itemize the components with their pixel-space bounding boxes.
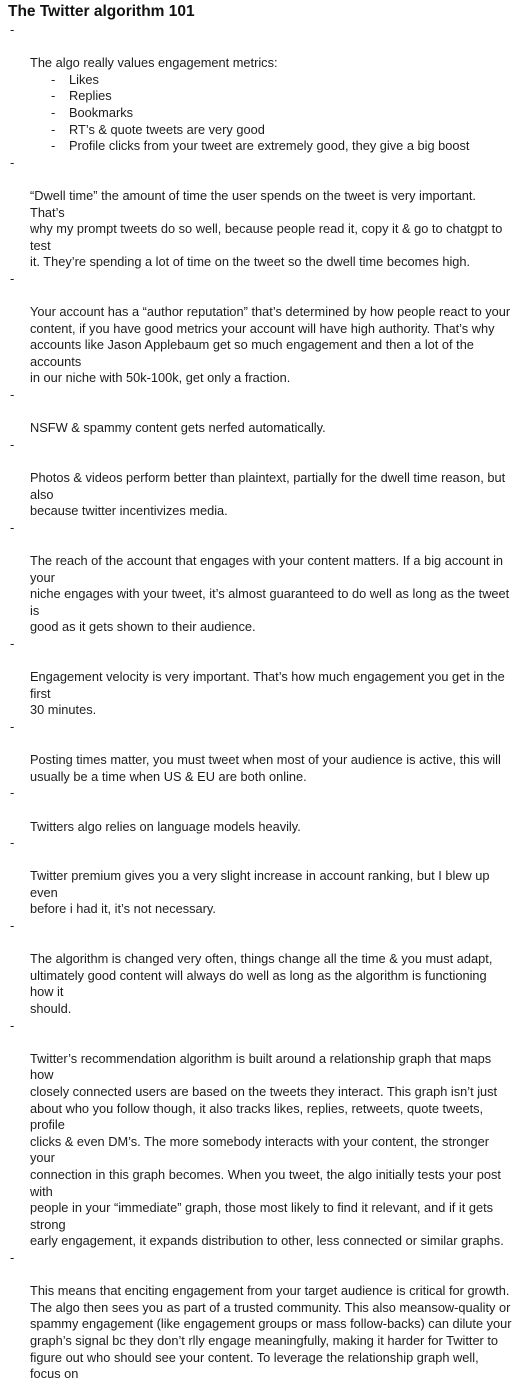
bullet-dash: - <box>10 718 15 734</box>
sub-item-likes <box>0 72 519 89</box>
list-item-posting-times <box>0 719 512 785</box>
sub-item-profile-clicks <box>0 138 519 155</box>
bullet-dash: - <box>51 104 56 120</box>
bullet-dash: - <box>10 785 15 801</box>
list-item-account-reach <box>0 520 512 636</box>
sub-item-text: Likes <box>69 71 99 87</box>
bullet-dash: - <box>10 270 15 286</box>
bullet-dash: - <box>10 1017 15 1033</box>
sub-item-text: Profile clicks from your tweet are extremely good, they give a big boost <box>69 138 470 154</box>
bullet-dash: - <box>51 71 56 87</box>
bullet-dash: - <box>10 918 15 934</box>
list-item-engagement-velocity <box>0 636 512 719</box>
list-item-text: Engagement velocity is very important. That’s how much engagement you get in the first 30 minutes. <box>30 669 505 718</box>
list-item-text: The reach of the account that engages with your content matters. If a big account in your niche engages with your tweet, it’s almost guaranteed to do well as long as the tweet is good as it gets shown to their audience. <box>30 553 510 635</box>
bullet-dash: - <box>10 387 15 403</box>
sub-item-bookmarks <box>0 105 519 122</box>
list-item-text: Posting times matter, you must tweet when most of your audience is active, this will usually be a time when US & EU are both online. <box>30 752 501 784</box>
sub-item-text: Replies <box>69 88 112 104</box>
list-item-algorithm-changes <box>0 918 512 1018</box>
list-item-premium <box>0 835 512 918</box>
list-item-text: Twitter’s recommendation algorithm is built around a relationship graph that maps how closely connected users are based on the tweets they interact. This graph isn’t just about who you follow though, it also tracks likes, replies, retweets, quote tweets, profile clicks & even DM’s. The more somebody interacts with your content, the stronger your connection in this graph becomes. When you tweet, the algo initially tests your post with people in your “immediate” graph, those most likely to find it relevant, and if it gets strong early engagement, it expands distribution to other, less connected or similar graphs. <box>30 1050 504 1249</box>
list-item-text: Photos & videos perform better than plaintext, partially for the dwell time reason, but also because twitter incentivizes media. <box>30 470 506 519</box>
list-item-text: The algorithm is changed very often, things change all the time & you must adapt, ultimately good content will always do well as long as the algorithm is functioning how it should. <box>30 951 493 1017</box>
bullet-dash: - <box>10 1249 15 1265</box>
bullet-dash: - <box>51 88 56 104</box>
sub-item-replies <box>0 88 519 105</box>
list-item-text: “Dwell time” the amount of time the user spends on the tweet is very important. That’s why my prompt tweets do so well, because people read it, copy it & go to chatgpt to test it. They’re spending a lot of time on the tweet so the dwell time becomes high. <box>30 187 503 270</box>
bullet-dash: - <box>10 635 15 651</box>
bullet-list <box>0 22 519 1383</box>
list-item-nsfw <box>0 387 512 437</box>
bullet-dash: - <box>10 436 15 452</box>
list-item-text: The algo really values engagement metrics: <box>30 55 278 71</box>
list-item-relationship-graph <box>0 1018 512 1250</box>
list-item-target-audience <box>0 1250 512 1383</box>
list-item-text: This means that enciting engagement from your target audience is critical for growth. The algo then sees you as part of a trusted community. This also meansow-quality or spammy engagement (like engagement groups or mass follow-backs) can dilute your graph’s signal bc they don’t rlly engage meaningfully, making it harder for Twitter to figure out who should see your content. To leverage the relationship graph well, focus on <box>30 1283 512 1382</box>
sub-item-text: Bookmarks <box>69 104 134 120</box>
bullet-dash: - <box>51 138 56 154</box>
list-item-text: Your account has a “author reputation” that’s determined by how people react to your content, if you have good metrics your account will have high authority. That’s why accounts like Jason Applebaum get so much engagement and then a lot of the accounts in our niche with 50k-100k, get only a fraction. <box>30 304 511 386</box>
list-item-engagement-metrics <box>0 22 512 72</box>
list-item-text: Twitters algo relies on language models heavily. <box>30 818 301 834</box>
bullet-dash: - <box>10 22 15 37</box>
bullet-dash: - <box>10 835 15 851</box>
list-item-author-reputation <box>0 271 512 387</box>
list-item-language-models <box>0 785 512 835</box>
bullet-dash: - <box>10 519 15 535</box>
bullet-dash: - <box>10 154 15 170</box>
sub-item-text: RT’s & quote tweets are very good <box>69 121 265 137</box>
bullet-dash: - <box>51 121 56 137</box>
list-item-dwell-time <box>0 155 512 271</box>
sub-item-retweets <box>0 122 519 139</box>
list-item-media <box>0 437 512 520</box>
list-item-text: Twitter premium gives you a very slight increase in account ranking, but I blew up even before i had it, it’s not necessary. <box>30 868 490 917</box>
document-title: The Twitter algorithm 101 <box>8 3 195 20</box>
list-item-text: NSFW & spammy content gets nerfed automatically. <box>30 420 326 436</box>
